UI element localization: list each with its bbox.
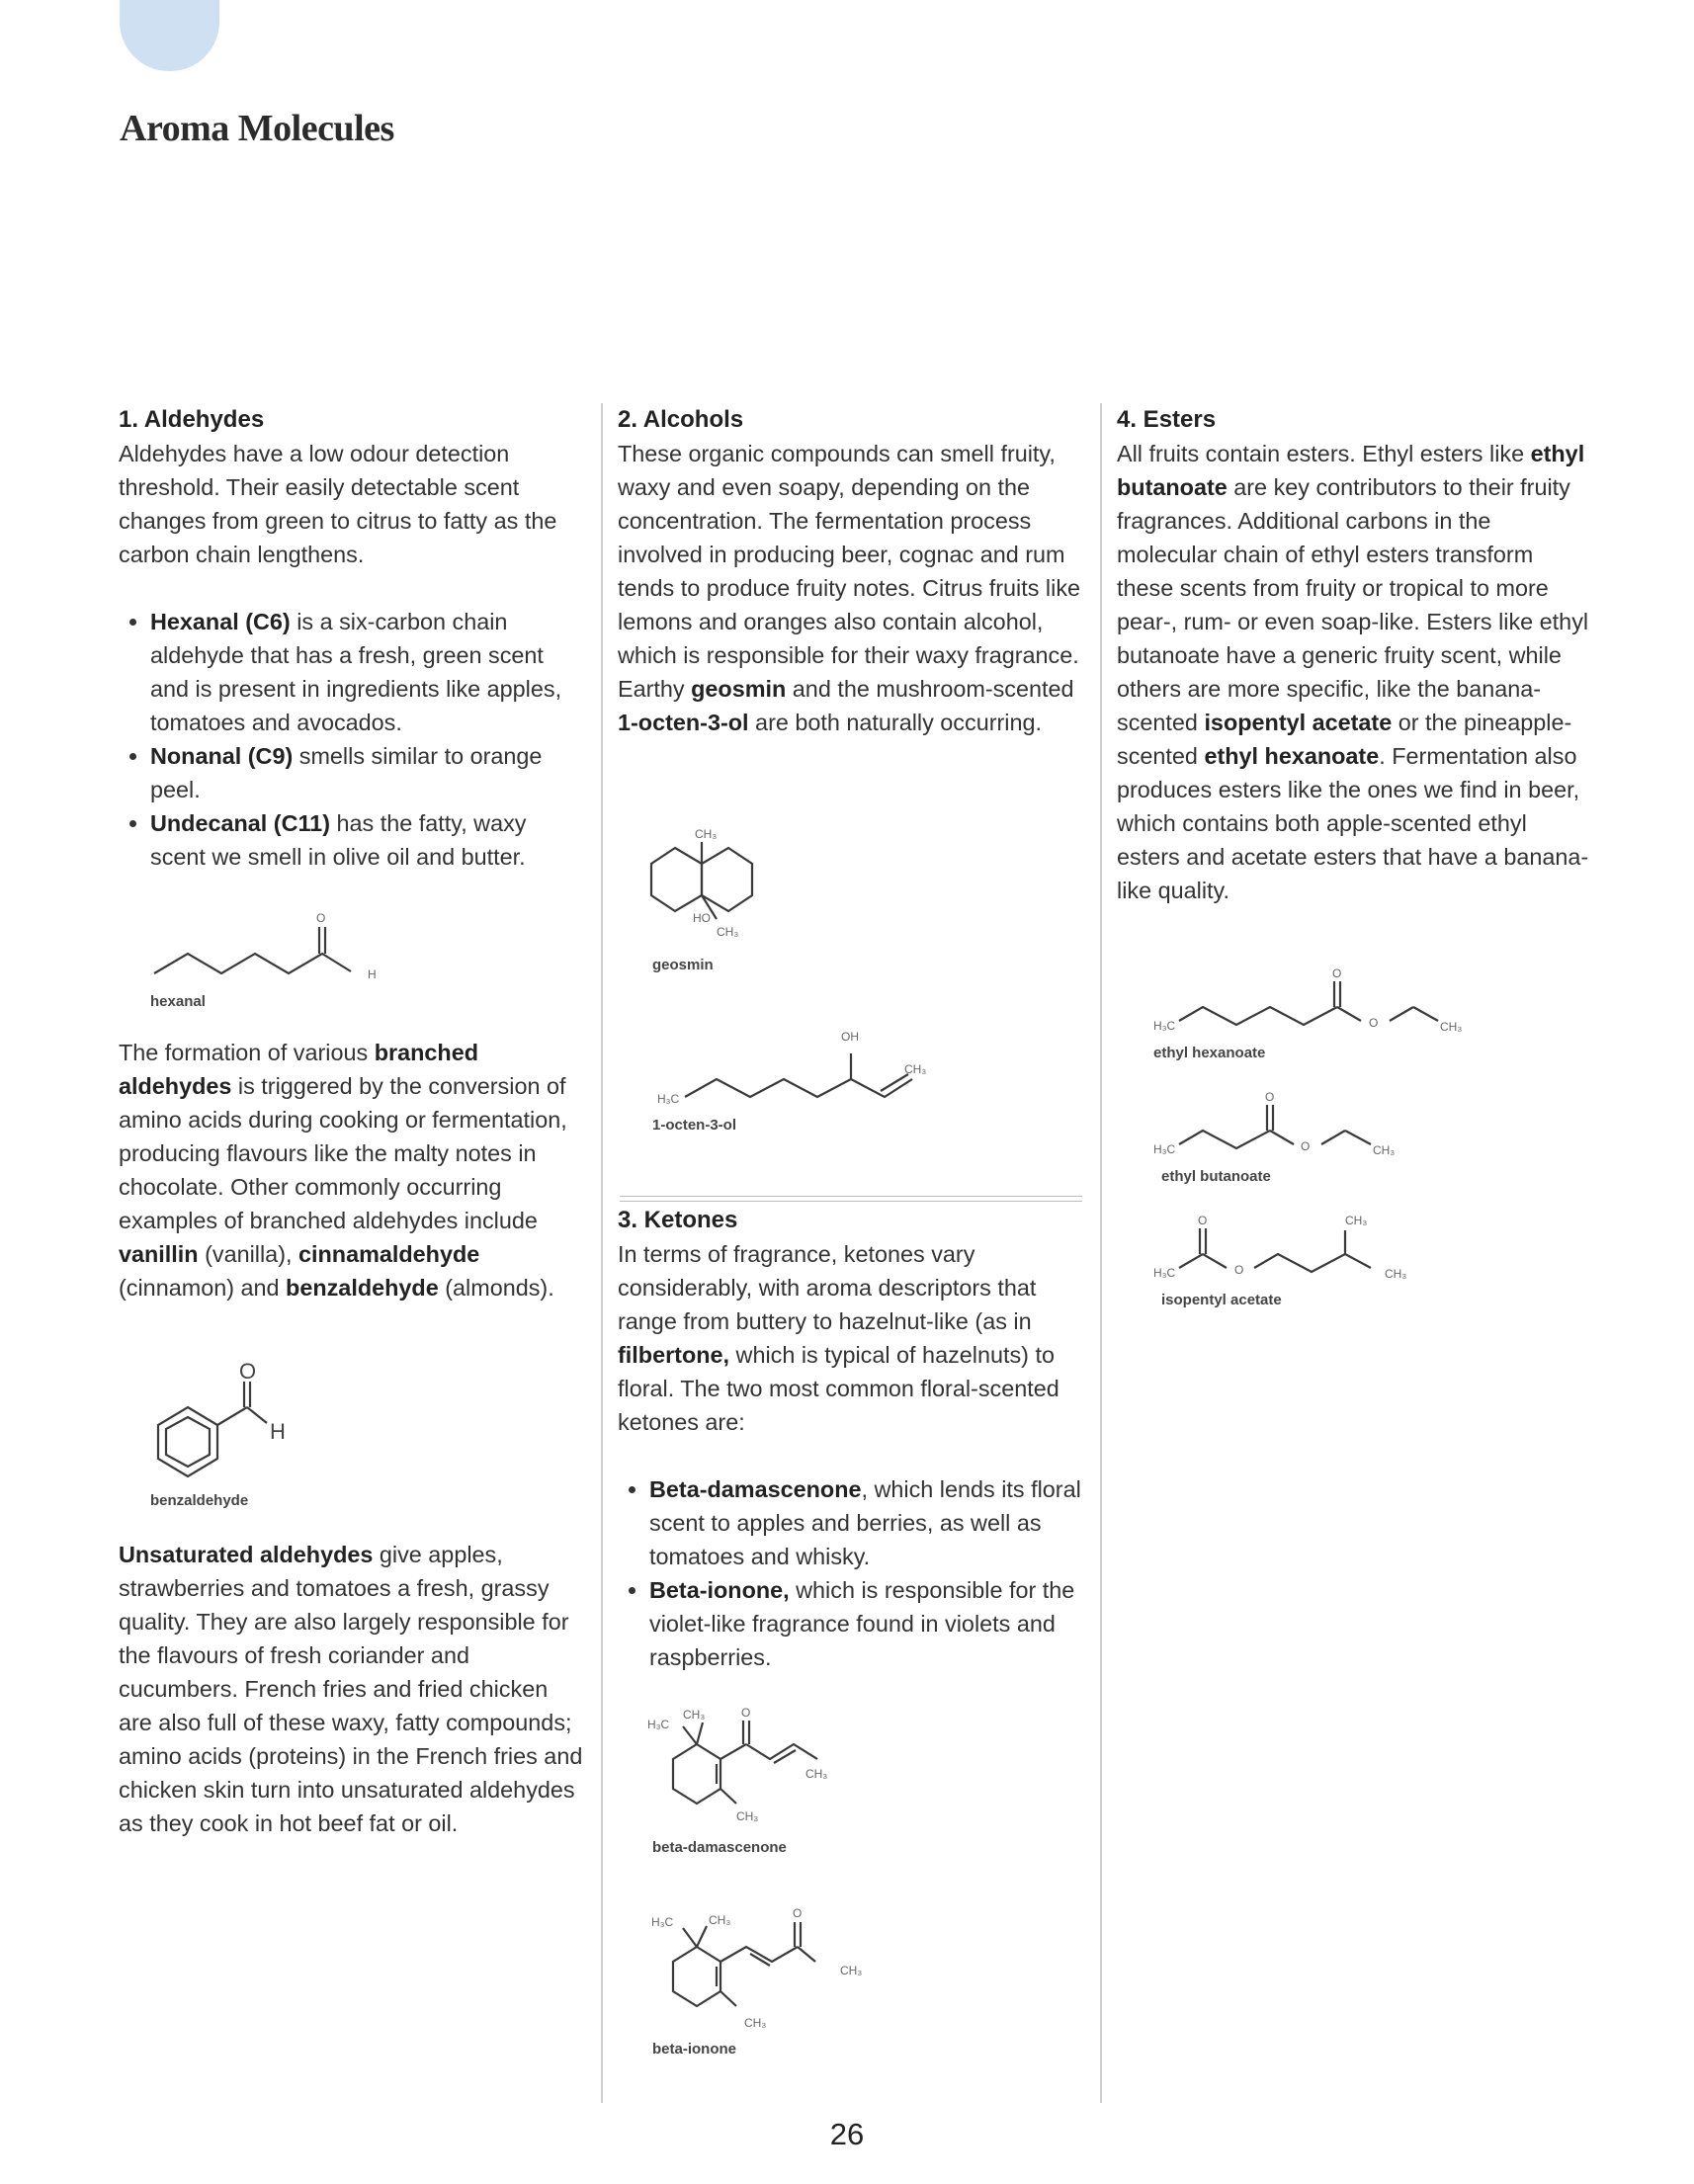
methyl-label: CH₃ [709,1913,731,1927]
benzaldehyde-structure [148,1362,306,1509]
isopentyl-acetate-caption: isopentyl acetate [1161,1292,1282,1308]
text-run: (almonds). [438,1275,554,1301]
column-divider-left [601,403,603,2103]
bold-term: vanillin [119,1241,199,1267]
isopentyl-acetate-structure [1151,1211,1438,1308]
ethyl-hexanoate-diagram [1151,964,1487,1052]
ethyl-butanoate-caption: ethyl butanoate [1161,1168,1271,1185]
text-run: In terms of fragrance, ketones vary considerably, with aroma descriptors that range from buttery to hazelnut-like (as in [618,1241,1037,1334]
oxygen-label: O [793,1906,803,1920]
bold-term: benzaldehyde [286,1275,439,1301]
beta-damascenone-structure [647,1705,845,1856]
alcohols-column [618,403,1082,739]
ester-oxygen-label: O [1301,1139,1311,1153]
oxygen-label: O [316,911,326,925]
esters-column [1117,403,1589,907]
bullet-term: Beta-ionone, [649,1577,790,1603]
ethyl-hexanoate-structure [1151,964,1487,1061]
terminal-label: CH₃ [904,1062,927,1076]
unsaturated-aldehydes-paragraph [119,1538,583,1840]
text-run: give apples, strawberries and tomatoes a fresh, grassy quality. They are also largely responsible for the flavours of fresh coriander and cucumbers. French fries and fried chicken are also full of these waxy, fatty compounds; amino acids (proteins) in the French fries and chicken skin turn into unsaturated aldehydes as they cook in hot beef fat or oil. [119,1542,583,1836]
methyl-label: CH₃ [1345,1214,1368,1227]
text-run: is triggered by the conversion of amino acids during cooking or fermentation, producing flavours like the malty notes in chocolate. Other commonly occurring examples of branched aldehydes include [119,1073,567,1233]
hydrogen-label: H [368,967,377,981]
text-run: . Fermentation also produces esters like the ones we find in beer, which contains both apple-scented ethyl esters and acetate esters that have a banana-like quality. [1117,743,1589,903]
text-run: All fruits contain esters. Ethyl esters like [1117,441,1531,466]
bold-term: geosmin [691,676,787,702]
bold-term: cinnamaldehyde [297,1241,480,1267]
header-tab [120,0,219,71]
beta-ionone-diagram [647,1902,875,2046]
isopentyl-acetate-diagram [1151,1211,1438,1300]
geosmin-structure [647,820,766,973]
bullet-term: Nonanal (C9) [150,743,294,769]
list-item [649,1472,1082,1573]
carbonyl-oxygen-label: O [1265,1090,1275,1104]
column-divider-right [1100,403,1102,2103]
esters-heading: 4. Esters [1117,406,1217,433]
text-run: or the pineapple-scented [1117,710,1572,769]
methyl-label: CH₃ [805,1767,828,1781]
methyl-label: H₃C [647,1718,670,1731]
bold-term: ethyl butanoate [1117,441,1585,500]
methyl-label: H₃C [657,1092,680,1106]
bullet-text: which is responsible for the violet-like fragrance found in violets and raspberries. [649,1577,1075,1670]
text-run: and the mushroom-scented [786,676,1074,702]
methyl-label: H₃C [1153,1019,1176,1033]
geosmin-caption: geosmin [652,957,714,973]
alcohols-heading: 2. Alcohols [618,406,744,433]
page-number: 26 [829,2117,865,2151]
methyl-label: H₃C [1153,1142,1176,1156]
hexanal-diagram [148,899,395,1008]
bullet-term: Hexanal (C6) [150,609,291,634]
methyl-label: CH₃ [1373,1143,1396,1157]
methyl-label: CH₃ [736,1809,759,1823]
bold-term: branched aldehydes [119,1040,478,1099]
methyl-label: CH₃ [840,1964,863,1977]
list-item [649,1573,1082,1674]
ketones-list [618,1472,1082,1674]
beta-ionone-caption: beta-ionone [652,2041,736,2058]
ester-oxygen-label: O [1234,1263,1244,1277]
ester-oxygen-label: O [1369,1016,1379,1030]
bold-term: filbertone, [618,1342,730,1368]
list-item [150,739,583,806]
text-run: are both naturally occurring. [748,710,1042,735]
hexanal-structure [148,899,395,1008]
methyl-label: CH₃ [1440,1020,1463,1034]
ethyl-butanoate-structure [1151,1087,1438,1185]
list-item [150,806,583,874]
bullet-text: smells similar to orange peel. [150,743,543,802]
benzaldehyde-caption: benzaldehyde [150,1492,249,1509]
ketones-heading: 3. Ketones [618,1207,738,1233]
methyl-label: CH₃ [1385,1267,1407,1281]
section-divider [620,1196,1082,1202]
beta-damascenone-diagram [647,1705,845,1843]
octenol-diagram [647,1018,944,1127]
text-run: are key contributors to their fruity fragrances. Additional carbons in the molecular chain of ethyl esters transform these scents from fruity or tropical to more pear-, rum- or even soap-like. Esters like ethyl butanoate have a generic fruity scent, while others are more specific, like the banana-scented [1117,474,1589,735]
bullet-text: has the fatty, waxy scent we smell in olive oil and butter. [150,810,527,870]
methyl-label: CH₃ [717,925,739,939]
bold-term: Unsaturated aldehydes [119,1542,374,1567]
carbonyl-oxygen-label: O [1198,1214,1208,1227]
ethyl-butanoate-diagram [1151,1087,1438,1176]
methyl-label: CH₃ [683,1708,706,1722]
beta-damascenone-caption: beta-damascenone [652,1839,787,1856]
bullet-text: , which lends its floral scent to apples and berries, as well as tomatoes and whisky. [649,1476,1081,1569]
bullet-text: is a six-carbon chain aldehyde that has a fresh, green scent and is present in ingredients like apples, tomatoes and avocados. [150,609,562,735]
page-title: Aroma Molecules [120,108,394,149]
hydroxyl-label: OH [841,1030,859,1044]
methyl-label: H₃C [1153,1266,1176,1280]
ketones-paragraph [618,1237,1082,1439]
alcohols-paragraph [618,437,1082,739]
oxygen-label: O [741,1706,751,1720]
text-run: which is typical of hazelnuts) to floral. The two most common floral-scented ketones are: [618,1342,1059,1435]
text-run: (vanilla), [198,1241,298,1267]
text-run: (cinnamon) and [119,1275,287,1301]
octenol-structure [647,1018,944,1134]
octenol-caption: 1-octen-3-ol [652,1117,737,1134]
oxygen-label: O [239,1362,257,1384]
bullet-term: Beta-damascenone [649,1476,862,1502]
methyl-label: CH₃ [695,827,718,841]
beta-ionone-structure [647,1902,875,2058]
methyl-label: H₃C [651,1915,674,1929]
text-run: These organic compounds can smell fruity, waxy and even soapy, depending on the concentration. The fermentation process involved in producing beer, cognac and rum tends to produce fruity notes. Citrus fruits like lemons and oranges also contain alcohol, which is responsible for their waxy fragrance. Earthy [618,441,1081,702]
esters-paragraph [1117,437,1589,907]
text-run: The formation of various [119,1040,375,1065]
hydrogen-label: H [270,1419,286,1444]
list-item [150,605,583,739]
hydroxyl-label: HO [693,911,711,925]
hexanal-caption: hexanal [150,993,206,1010]
carbonyl-oxygen-label: O [1332,966,1342,980]
bullet-term: Undecanal (C11) [150,810,330,836]
aldehydes-intro: Aldehydes have a low odour detection threshold. Their easily detectable scent changes from green to citrus to fatty as the carbon chain lengthens. [119,441,557,567]
benzaldehyde-diagram [148,1362,306,1490]
branched-aldehydes-paragraph [119,1036,583,1304]
methyl-label: CH₃ [744,2016,767,2030]
ethyl-hexanoate-caption: ethyl hexanoate [1153,1045,1266,1061]
geosmin-diagram [647,820,766,949]
aldehydes-heading: 1. Aldehydes [119,406,265,433]
aldehydes-column [119,403,583,874]
bold-term: ethyl hexanoate [1204,743,1380,769]
bold-term: 1-octen-3-ol [618,710,749,735]
ketones-column [618,1204,1082,1674]
aldehydes-list [119,605,583,874]
bold-term: isopentyl acetate [1204,710,1393,735]
